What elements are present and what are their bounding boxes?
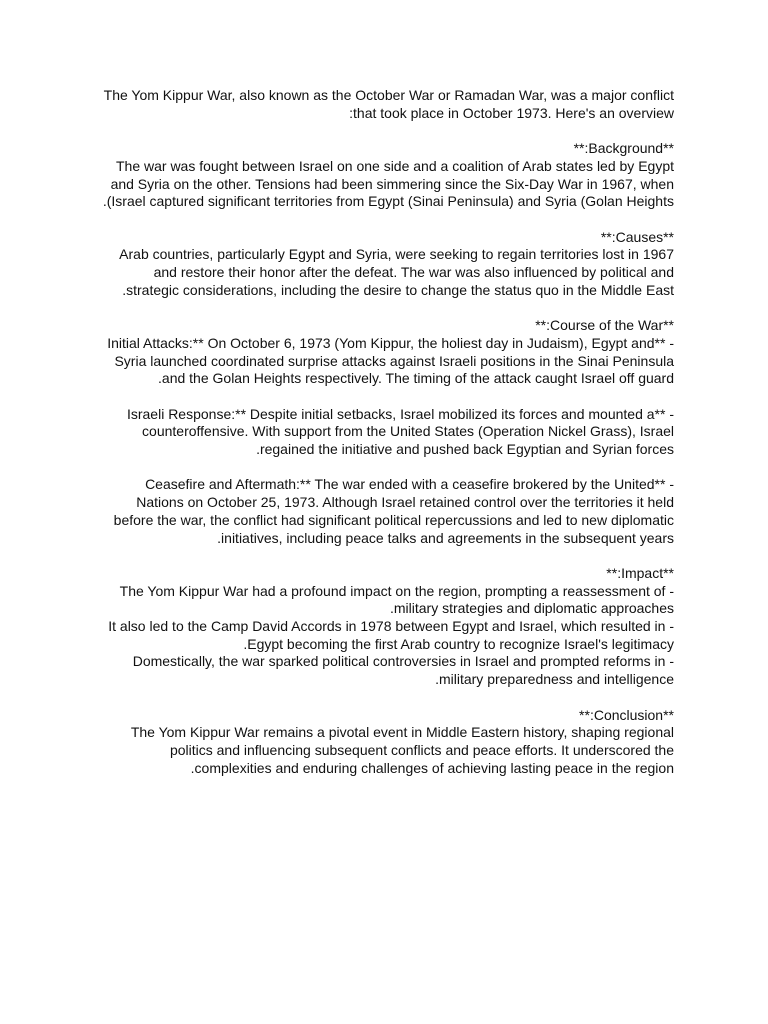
text-line: .complexities and enduring challenges of achieving lasting peace in the region	[190, 759, 674, 776]
text-line: The Yom Kippur War, also known as the October War or Ramadan War, was a major conflict	[103, 87, 674, 103]
text-line: The war was fought between Israel on one side and a coalition of Arab states led by Egypt	[115, 157, 674, 174]
section-heading: **:Impact**	[606, 564, 674, 581]
section-heading: **:Course of the War**	[535, 317, 674, 334]
section-heading: **:Causes**	[600, 228, 674, 245]
text-line: .regained the initiative and pushed back Egyptian and Syrian forces	[256, 441, 674, 457]
text-line: The Yom Kippur War had a profound impact on the region, prompting a reassessment of -	[119, 582, 674, 599]
section-heading: **:Conclusion**	[579, 706, 674, 723]
ceasefire-paragraph	[80, 476, 674, 547]
text-line: before the war, the conflict had significant political repercussions and led to new diplomatic	[113, 511, 674, 528]
text-line: Syria launched coordinated surprise attacks against Israeli positions in the Sinai Peninsula	[114, 352, 674, 369]
background-section	[80, 140, 674, 211]
text-line: It also led to the Camp David Accords in 1978 between Egypt and Israel, which resulted in -	[108, 618, 674, 634]
text-line: .and the Golan Heights respectively. The timing of the attack caught Israel off guard	[158, 370, 674, 387]
course-of-war-section	[80, 317, 674, 388]
israeli-response-paragraph	[80, 406, 674, 459]
text-line: counteroffensive. With support from the United States (Operation Nickel Grass), Israel	[142, 423, 674, 440]
text-line: .strategic considerations, including the desire to change the status quo in the Middle East	[122, 281, 674, 298]
text-line: The Yom Kippur War remains a pivotal event in Middle Eastern history, shaping regional	[130, 724, 674, 741]
impact-section	[80, 565, 674, 689]
document-page	[80, 87, 674, 795]
causes-section	[80, 229, 674, 300]
text-line: Nations on October 25, 1973. Although Israel retained control over the territories it held	[136, 494, 674, 511]
text-line: Ceasefire and Aftermath:** The war ended with a ceasefire brokered by the United** -	[145, 476, 674, 493]
text-line: .(Israel captured significant territories from Egypt (Sinai Peninsula) and Syria (Golan Heights	[102, 193, 674, 210]
text-line: Initial Attacks:** On October 6, 1973 (Yom Kippur, the holiest day in Judaism), Egypt and** -	[107, 334, 674, 351]
text-line: and restore their honor after the defeat. The war was also influenced by political and	[153, 264, 674, 280]
intro-paragraph	[80, 87, 674, 122]
text-line: politics and influencing subsequent conflicts and peace efforts. It underscored the	[169, 741, 674, 758]
text-line: :that took place in October 1973. Here's an overview	[349, 104, 674, 121]
text-line: Israeli Response:** Despite initial setbacks, Israel mobilized its forces and mounted a** -	[126, 405, 674, 422]
text-line: and Syria on the other. Tensions had been simmering since the Six-Day War in 1967, when	[110, 175, 674, 192]
text-line: .initiatives, including peace talks and agreements in the subsequent years	[217, 529, 674, 546]
text-line: Domestically, the war sparked political controversies in Israel and prompted reforms in -	[132, 653, 674, 670]
text-line: .military strategies and diplomatic approaches	[389, 600, 674, 617]
text-line: Arab countries, particularly Egypt and Syria, were seeking to regain territories lost in 1967	[119, 246, 674, 263]
text-line: .Egypt becoming the first Arab country to recognize Israel's legitimacy	[243, 635, 674, 652]
section-heading: **:Background**	[573, 140, 674, 157]
conclusion-section	[80, 707, 674, 778]
text-line: .military preparedness and intelligence	[435, 671, 674, 688]
